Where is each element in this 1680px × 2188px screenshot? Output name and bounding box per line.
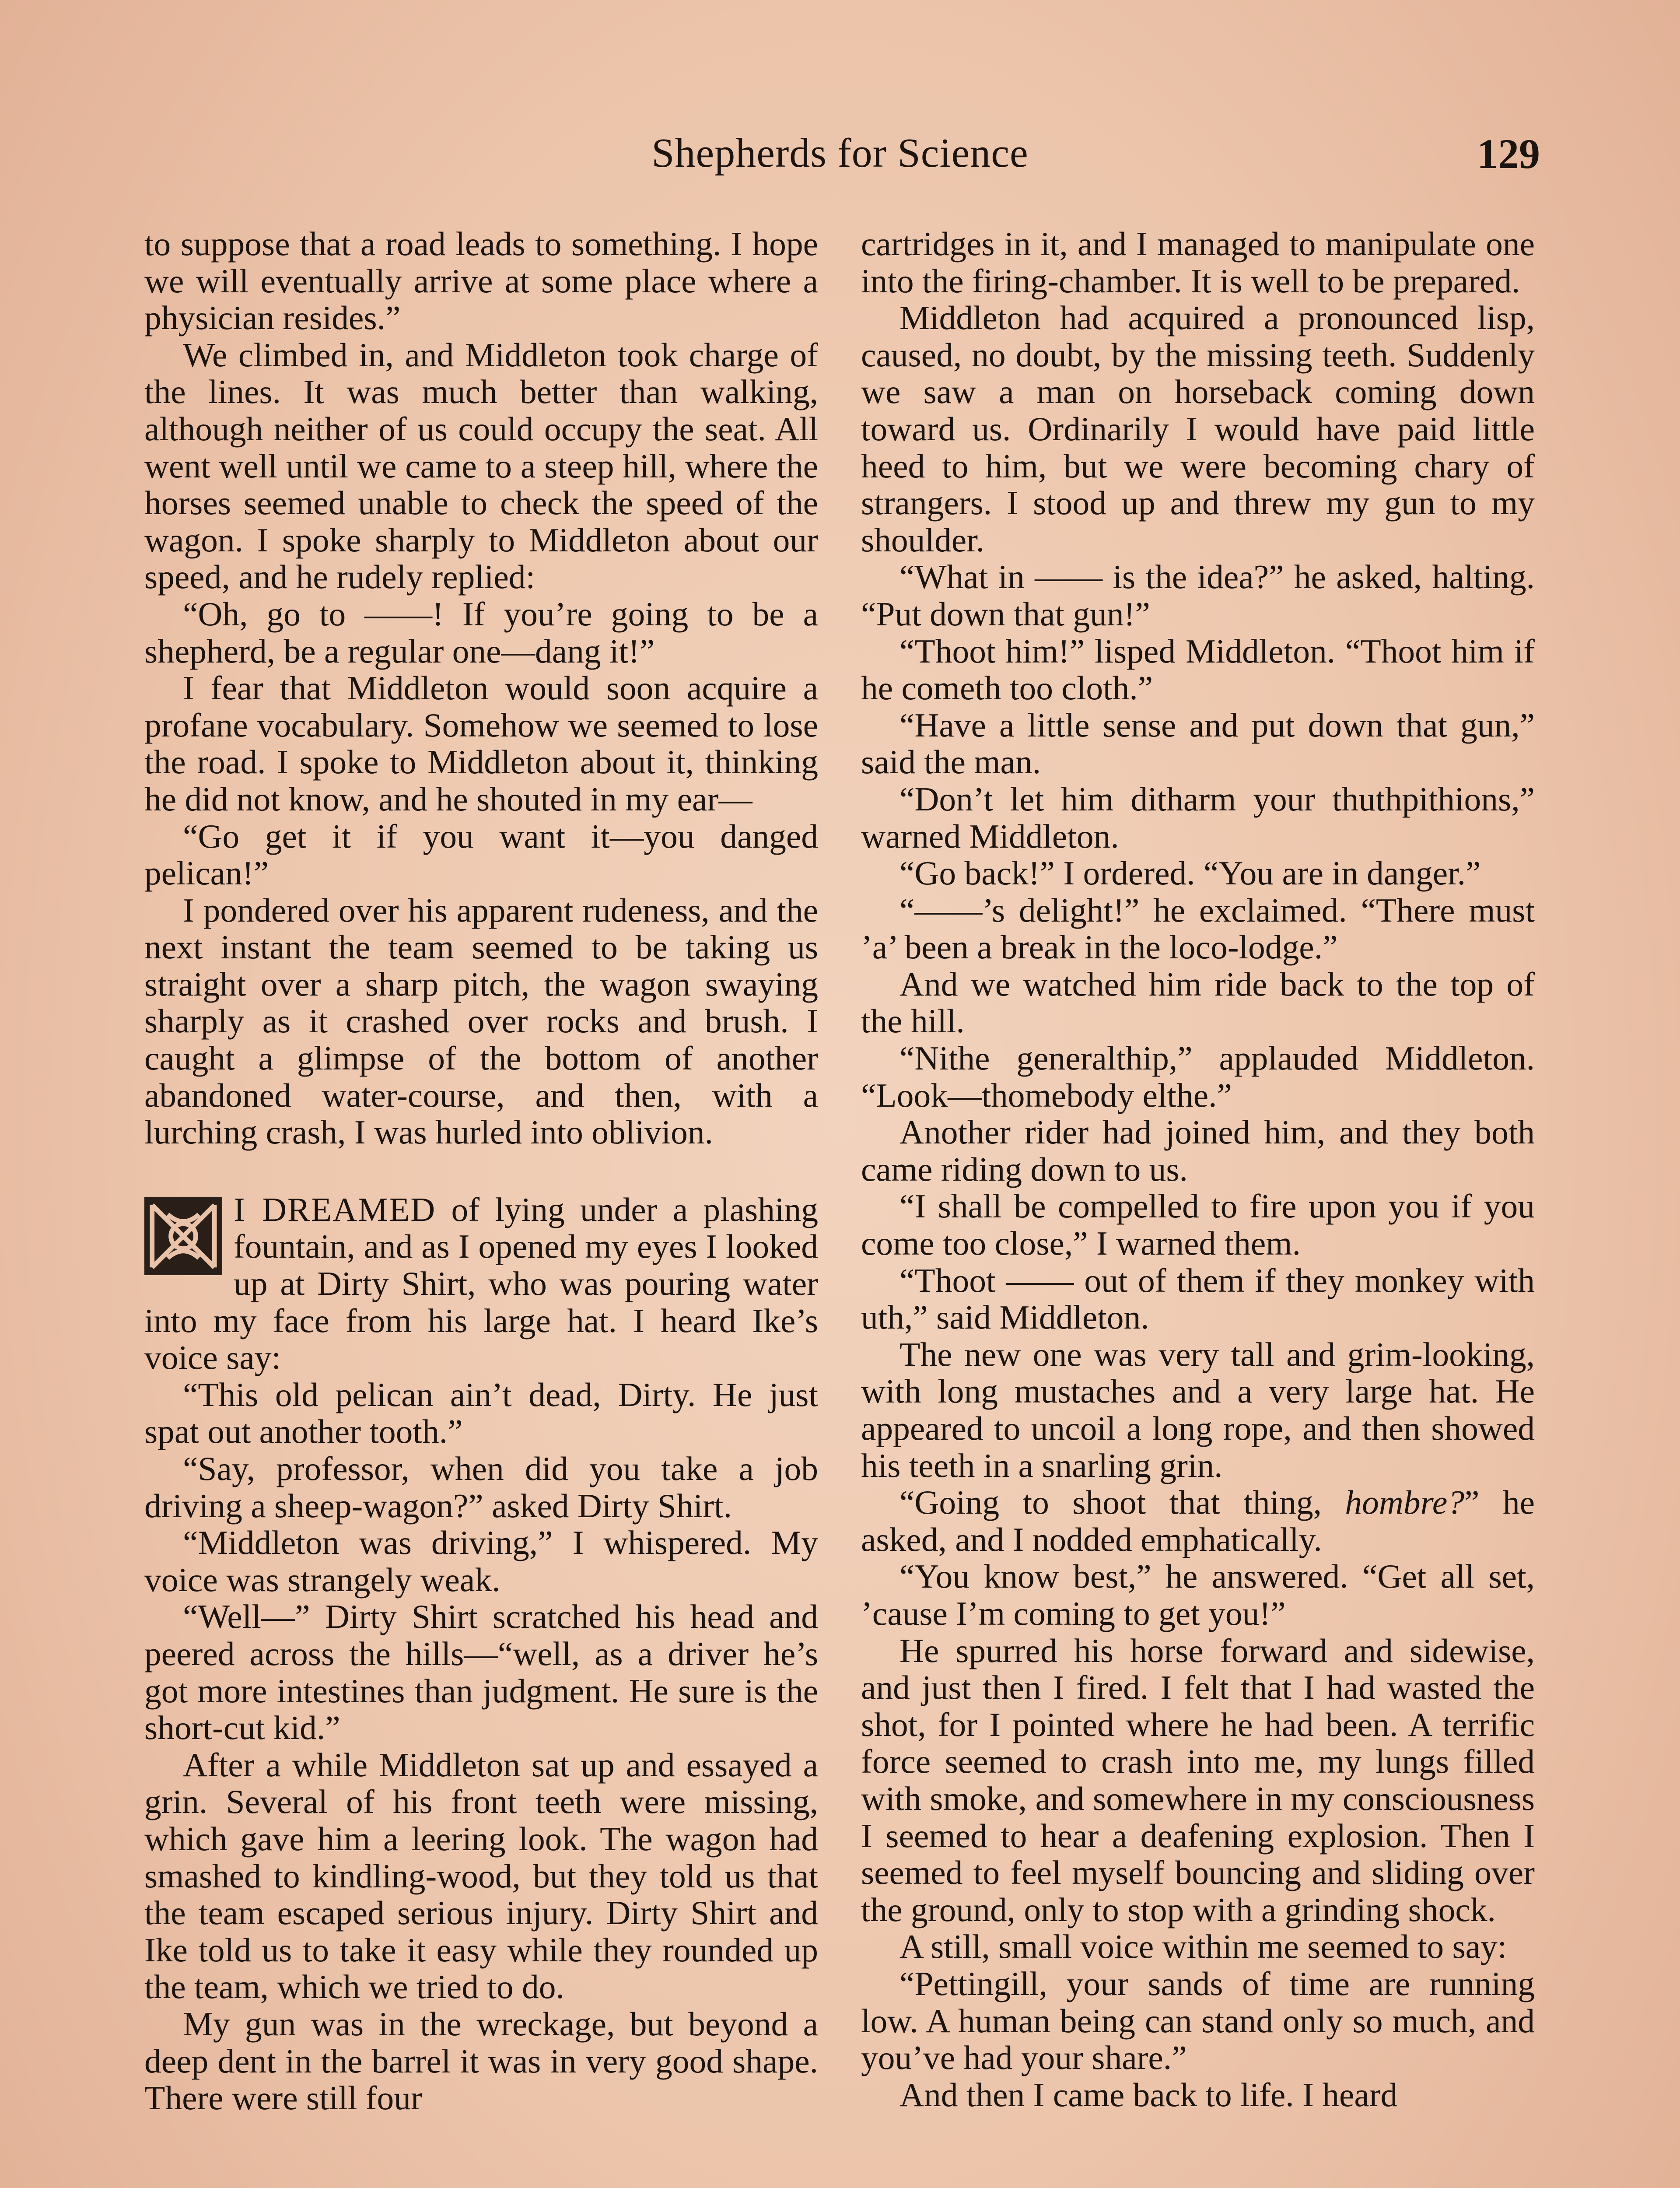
paragraph: I fear that Middleton would soon acquire a profane vocabulary. Somehow we seemed to lose the road. I spoke to Middleton about it, thinking he did not know, and he shouted in my ear— xyxy=(144,669,818,818)
running-title: Shepherds for Science xyxy=(651,130,1029,176)
paragraph: And we watched him ride back to the top of the hill. xyxy=(861,965,1535,1040)
paragraph: After a while Middleton sat up and essayed a grin. Several of his front teeth were missing, which gave him a leering look. The wagon had smashed to kindling-wood, but they told us that the team escaped serious injury. Dirty Shirt and Ike told us to take it easy while they rounded up the team, which we tried to do. xyxy=(144,1746,818,2006)
paragraph xyxy=(861,1484,1535,1558)
paragraph: I pondered over his apparent rudeness, and the next instant the team seemed to be taking us straight over a sharp pitch, the wagon swaying sharply as it crashed over rocks and brush. I caught a glimpse of the bottom of another abandoned water-course, and then, with a lurching crash, I was hurled into oblivion. xyxy=(144,891,818,1151)
paragraph: “This old pelican ain’t dead, Dirty. He just spat out another tooth.” xyxy=(144,1375,818,1451)
celtic-knot-ornament-icon xyxy=(144,1197,222,1275)
paragraph: And then I came back to life. I heard xyxy=(900,2076,1398,2114)
paragraph: “Well—” Dirty Shirt scratched his head and peered across the hills—“well, as a driver he’s got more intestines than judgment. He sure is the short-cut kid.” xyxy=(144,1598,818,1747)
paragraph: “Pettingill, your sands of time are running low. A human being can stand only so much, and you’ve had your share.” xyxy=(861,1964,1535,2077)
page-header xyxy=(140,130,1540,191)
paragraph: “You know best,” he answered. “Get all set, ’cause I’m coming to get you!” xyxy=(861,1557,1535,1632)
paragraph: “——’s delight!” he exclaimed. “There must ’a’ been a break in the loco-lodge.” xyxy=(861,891,1535,966)
paragraph: “Thoot —— out of them if they monkey with uth,” said Middleton. xyxy=(861,1261,1535,1336)
paragraph: “Thoot him!” lisped Middleton. “Thoot him if he cometh too cloth.” xyxy=(861,632,1535,707)
left-column xyxy=(144,225,818,2117)
page-number: 129 xyxy=(1477,130,1540,177)
italic-word: hombre? xyxy=(1345,1483,1465,1522)
paragraph-text: “Going to shoot that thing, xyxy=(900,1483,1345,1522)
paragraph: Another rider had joined him, and they both came riding down to us. xyxy=(861,1113,1535,1188)
paragraph: “Don’t let him ditharm your thuthpithions,” warned Middleton. xyxy=(861,780,1535,855)
section-break xyxy=(144,1151,818,1191)
paragraph: My gun was in the wreckage, but beyond a deep dent in the barrel it was in very good shape. There were still four xyxy=(144,2005,818,2117)
paragraph: “Go get it if you want it—you danged pelican!” xyxy=(144,817,818,892)
right-column xyxy=(861,225,1535,2113)
paragraph: He spurred his horse forward and sidewise, and just then I fired. I felt that I had wasted the shot, for I pointed where he had been. A terrific force seemed to crash into me, my lungs filled with smoke, and somewhere in my consciousness I seemed to hear a deafening explosion. Then I seemed to feel myself bouncing and sliding over the ground, only to stop with a grinding shock. xyxy=(861,1631,1535,1929)
paragraph: “Nithe generalthip,” applauded Middleton. “Look—thomebody elthe.” xyxy=(861,1039,1535,1114)
paragraph: A still, small voice within me seemed to say: xyxy=(900,1928,1507,1966)
paragraph: We climbed in, and Middleton took charge of the lines. It was much better than walking, although neither of us could occupy the seat. All went well until we came to a steep hill, where the horses seemed unable to check the speed of the wagon. I spoke sharply to Middleton about our speed, and he rudely replied: xyxy=(144,336,818,596)
paragraph: “Say, professor, when did you take a job driving a sheep-wagon?” asked Dirty Shirt. xyxy=(144,1450,818,1525)
paragraph: The new one was very tall and grim-looking, with long mustaches and a very large hat. He appeared to uncoil a long rope, and then showed his teeth in a snarling grin. xyxy=(861,1335,1535,1484)
paragraph-text: ” he asked, and I nodded emphatically. xyxy=(861,1483,1535,1558)
opening-words: I DREAMED xyxy=(234,1190,436,1228)
paragraph: cartridges in it, and I managed to manipulate one into the firing-chamber. It is well to be prepared. xyxy=(861,225,1535,300)
paragraph: “Oh, go to ——! If you’re going to be a shepherd, be a regular one—dang it!” xyxy=(144,595,818,670)
paragraph: Middleton had acquired a pronounced lisp, caused, no doubt, by the missing teeth. Suddenly we saw a man on horseback coming down toward us. Ordinarily I would have paid little heed to him, but we were becoming chary of strangers. I stood up and threw my gun to my shoulder. xyxy=(861,299,1535,559)
paragraph-text: of lying under a plashing fountain, and as I opened my eyes I looked up at Dirty Shirt, who was pouring water into my face from his large hat. I heard Ike’s voice say: xyxy=(144,1190,818,1377)
paragraph: “Go back!” I ordered. “You are in danger.” xyxy=(900,854,1481,892)
paragraph: “What in —— is the idea?” he asked, halting. “Put down that gun!” xyxy=(861,558,1535,633)
paragraph: “Have a little sense and put down that gun,” said the man. xyxy=(861,706,1535,781)
paragraph: to suppose that a road leads to something. I hope we will eventually arrive at some place where a physician resides.” xyxy=(144,225,818,337)
paragraph: “I shall be compelled to fire upon you if you come too close,” I warned them. xyxy=(861,1187,1535,1262)
paragraph: “Middleton was driving,” I whispered. My voice was strangely weak. xyxy=(144,1524,818,1599)
section-opening-paragraph xyxy=(144,1191,818,1376)
